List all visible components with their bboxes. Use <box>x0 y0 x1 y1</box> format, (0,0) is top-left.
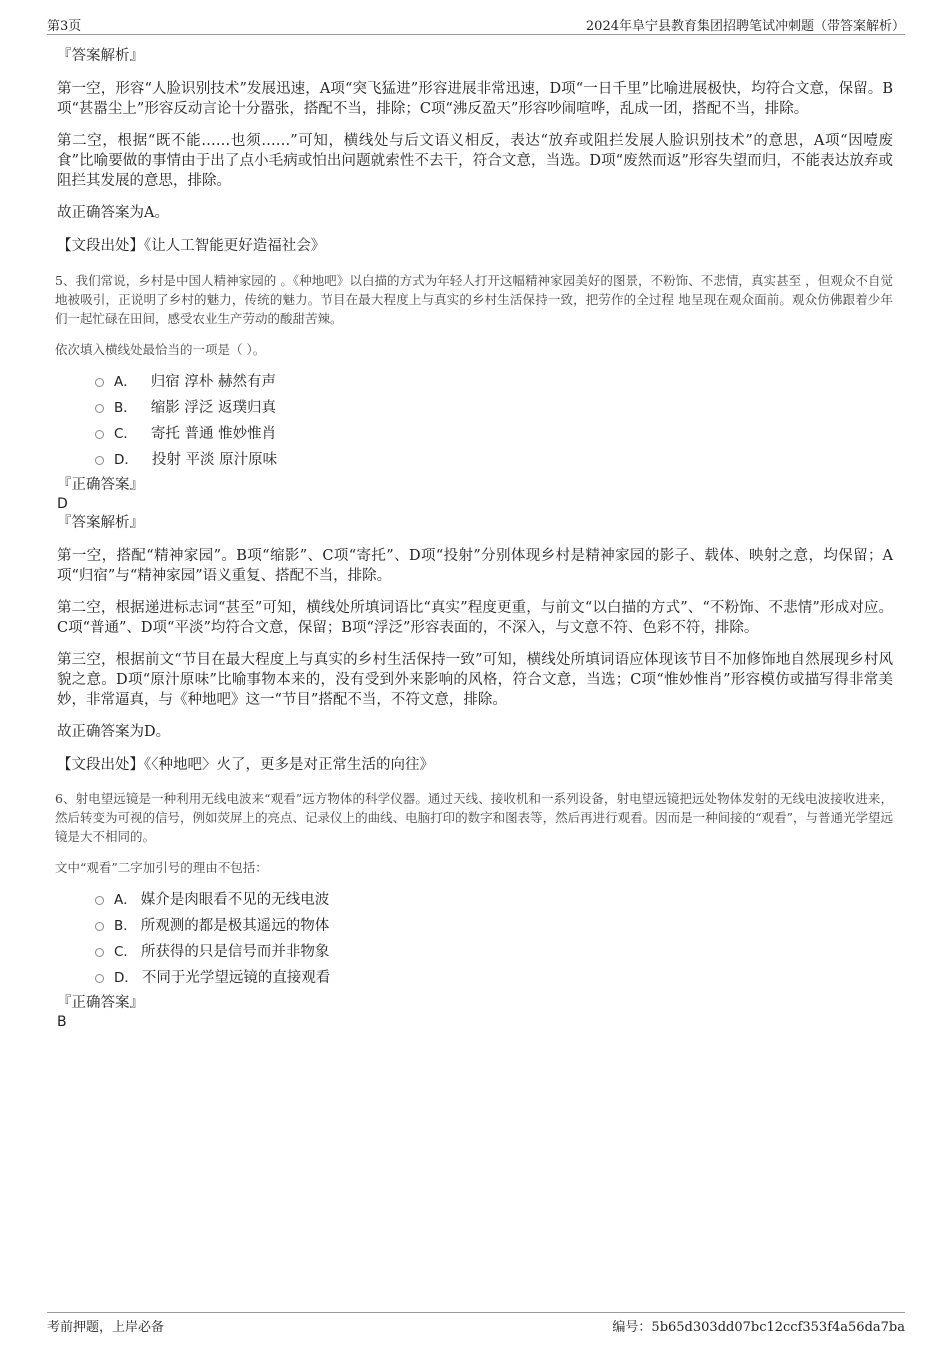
option-a[interactable] <box>95 367 893 393</box>
option-letter: B． <box>114 400 137 416</box>
option-text: 所观测的都是极其遥远的物体 <box>140 917 330 934</box>
option-letter: A． <box>114 892 137 908</box>
radio-button[interactable] <box>95 456 104 465</box>
analysis-label: 『答案解析』 <box>57 515 144 531</box>
option-text: 所获得的只是信号而并非物象 <box>140 943 330 960</box>
radio-button[interactable] <box>95 378 104 387</box>
page-footer <box>47 1312 905 1335</box>
radio-button[interactable] <box>95 430 104 439</box>
option-c[interactable] <box>95 419 893 445</box>
analysis-paragraph: 第二空，根据“既不能……也须……”可知，横线处与后文语义相反，表达“放弃或阻拦发展人脸识别技术”的意思，A项“因噎废食”比喻要做的事情由于出了点小毛病或怕出问题就索性不去干，符合文意，当选。D项“废然而返”形容失望而归，不能表达放弃或阻拦其发展的意思，排除。 <box>57 133 893 189</box>
source-citation: 【文段出处】《〈种地吧〉火了，更多是对正常生活的向往》 <box>57 757 434 773</box>
conclusion: 故正确答案为A。 <box>57 205 169 221</box>
conclusion: 故正确答案为D。 <box>57 724 171 740</box>
radio-button[interactable] <box>95 896 104 905</box>
analysis-paragraph: 第二空，根据递进标志词“甚至”可知，横线处所填词语比“真实”程度更重，与前文“以白描的方式”、“不粉饰、不悲情”形成对应。C项“普通”、D项“平淡”均符合文意，保留；B项“浮泛”形容表面的，不深入，与文意不符、色彩不符，排除。 <box>57 600 893 636</box>
option-letter: D． <box>114 452 138 468</box>
analysis-paragraph: 第一空，形容“人脸识别技术”发展迅速，A项“突飞猛进”形容进展非常迅速，D项“一日千里”比喻进展极快，均符合文意，保留。B项“甚嚣尘上”形容反动言论十分嚣张，搭配不当，排除；C项“沸反盈天”形容吵闹喧哗，乱成一团，搭配不当，排除。 <box>57 81 893 117</box>
option-text: 缩影 浮泛 返璞归真 <box>150 399 276 416</box>
radio-button[interactable] <box>95 974 104 983</box>
option-d[interactable] <box>95 963 893 989</box>
radio-button[interactable] <box>95 948 104 957</box>
page-header <box>47 12 905 35</box>
option-text: 不同于光学望远镜的直接观看 <box>141 969 331 986</box>
option-a[interactable] <box>95 885 893 911</box>
correct-answer: B <box>57 1014 67 1030</box>
option-letter: B． <box>114 918 137 934</box>
option-text: 归宿 淳朴 赫然有声 <box>150 373 276 390</box>
correct-answer-label: 『正确答案』 <box>57 477 144 493</box>
option-letter: D． <box>114 970 138 986</box>
correct-answer: D <box>57 496 68 512</box>
option-c[interactable] <box>95 937 893 963</box>
option-text: 投射 平淡 原汁原味 <box>151 451 278 468</box>
question-prompt: 依次填入横线处最恰当的一项是（ ）。 <box>55 342 266 357</box>
question-prompt: 文中“观看”二字加引号的理由不包括： <box>55 860 268 875</box>
question-stem: 5、我们常说，乡村是中国人精神家园的 。《种地吧》以白描的方式为年轻人打开这幅精神家园美好的图景，不粉饰、不悲情，真实甚至 ，但观众不自觉地被吸引，正说明了乡村的魅力，传统的魅力。节目在最大程度上与真实的乡村生活保持一致，把劳作的全过程 地呈现在观众面前。观众仿佛跟着少年们一起忙碌在田间，感受农业生产劳动的酸甜苦辣。 <box>55 273 893 326</box>
footer-slogan: 考前押题，上岸必备 <box>47 1320 165 1335</box>
option-d[interactable] <box>95 445 893 471</box>
option-letter: C． <box>114 426 137 442</box>
option-letter: C． <box>114 944 137 960</box>
radio-button[interactable] <box>95 404 104 413</box>
source-citation: 【文段出处】《让人工智能更好造福社会》 <box>57 238 326 254</box>
option-text: 寄托 普通 惟妙惟肖 <box>150 425 277 442</box>
option-b[interactable] <box>95 393 893 419</box>
page-number: 第3页 <box>47 19 82 34</box>
analysis-paragraph: 第一空，搭配“精神家园”。B项“缩影”、C项“寄托”、D项“投射”分别体现乡村是精神家园的影子、载体、映射之意，均保留；A项“归宿”与“精神家园”语义重复、搭配不当，排除。 <box>57 548 893 584</box>
question-stem: 6、射电望远镜是一种利用无线电波来“观看”远方物体的科学仪器。通过天线、接收机和一系列设备，射电望远镜把远处物体发射的无线电波接收进来，然后转变为可视的信号，例如荧屏上的亮点、记录仪上的曲线、电脑打印的数字和图表等，然后再进行观看。因而是一种间接的“观看”，与普通光学望远镜是大不相同的。 <box>55 791 893 844</box>
main-content <box>55 46 893 1031</box>
radio-button[interactable] <box>95 922 104 931</box>
document-code: 编号：5b65d303dd07bc12ccf353f4a56da7ba <box>612 1320 905 1335</box>
options-list <box>95 367 893 471</box>
analysis-label: 『答案解析』 <box>57 48 144 64</box>
correct-answer-label: 『正确答案』 <box>57 995 144 1011</box>
document-title: 2024年阜宁县教育集团招聘笔试冲刺题（带答案解析） <box>585 19 905 34</box>
analysis-paragraph: 第三空，根据前文“节目在最大程度上与真实的乡村生活保持一致”可知，横线处所填词语应体现该节目不加修饰地自然展现乡村风貌之意。D项“原汁原味”比喻事物本来的，没有受到外来影响的风格，符合文意，当选；C项“惟妙惟肖”形容模仿或描写得非常美妙，非常逼真，与《种地吧》这一“节目”搭配不当，不符文意，排除。 <box>57 652 893 708</box>
option-text: 媒介是肉眼看不见的无线电波 <box>140 891 330 908</box>
options-list <box>95 885 893 989</box>
option-letter: A． <box>114 374 137 390</box>
option-b[interactable] <box>95 911 893 937</box>
